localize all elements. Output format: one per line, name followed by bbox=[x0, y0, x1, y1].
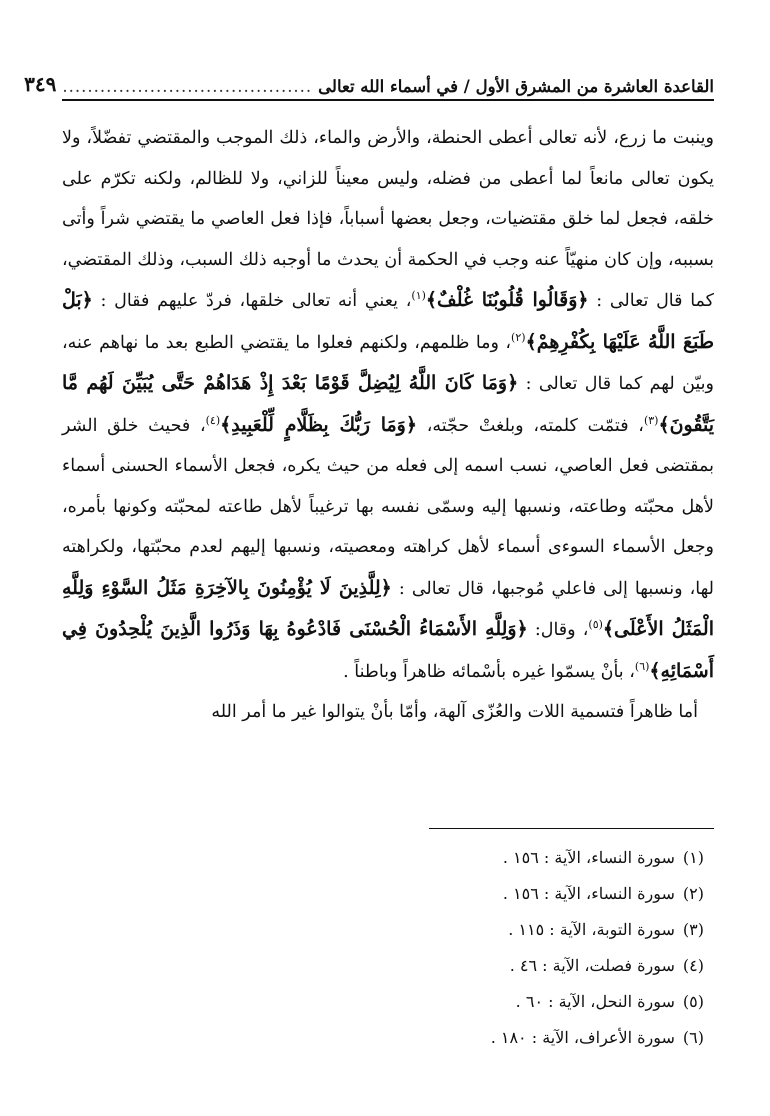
footnote-text: سورة النساء، الآية : ١٥٦ . bbox=[502, 884, 675, 903]
text-run: ، يعني أنه تعالى خلقها، فردّ عليهم فقال : bbox=[92, 291, 412, 311]
quran-verse: ﴿وَلِلَّهِ الأَسْمَاءُ الْحُسْنَى فَادْعُوهُ بِهَا وَذَرُوا الَّذِينَ يُلْحِدُونَ فِي أَسْمَائِهِ﴾ bbox=[62, 618, 714, 682]
footnote-text: سورة النحل، الآية : ٦٠ . bbox=[515, 992, 675, 1011]
footnote-ref: (٤) bbox=[205, 413, 221, 427]
footnote-item bbox=[491, 948, 704, 984]
page-number: ٣٤٩ bbox=[24, 72, 57, 96]
text-run: ، فتمّت كلمته، وبلغتْ حجّته، bbox=[417, 415, 644, 436]
leader-dots: ........................................ bbox=[62, 77, 313, 96]
running-title: القاعدة العاشرة من المشرق الأول / في أسماء الله تعالى bbox=[318, 77, 714, 96]
footnotes bbox=[491, 840, 704, 1056]
quran-verse: ﴿بَلْ طَبَعَ اللَّهُ عَلَيْهَا بِكُفْرِهِمْ﴾ bbox=[62, 289, 715, 353]
footnote-item bbox=[491, 912, 704, 948]
footnote-number: (٣) bbox=[682, 920, 704, 939]
quran-verse: ﴿وَقَالُوا قُلُوبُنَا غُلْفٌ﴾ bbox=[425, 289, 589, 311]
quran-verse: ﴿وَمَا كَانَ اللَّهُ لِيُضِلَّ قَوْمًا بَعْدَ إِذْ هَدَاهُمْ حَتَّى يُبَيِّنَ لَهُم مَّا يَتَّقُونَ﴾ bbox=[62, 372, 714, 436]
footnote-text: سورة فصلت، الآية : ٤٦ . bbox=[509, 956, 675, 975]
header-divider bbox=[62, 99, 714, 101]
text-run: ، وقال: bbox=[527, 620, 589, 640]
text-run: ، بأنْ يسمّوا غيره بأسْمائه ظاهراً وباطناً . bbox=[343, 661, 635, 682]
paragraph-2: أما ظاهراً فتسمية اللات والعُزّى آلهة، وأمّا بأنْ يتوالوا غير ما أمر الله bbox=[211, 702, 698, 722]
footnote-number: (٦) bbox=[682, 1028, 704, 1047]
footnote-number: (٢) bbox=[682, 884, 704, 903]
footnote-text: سورة النساء، الآية : ١٥٦ . bbox=[502, 848, 675, 867]
footnote-ref: (٣) bbox=[643, 413, 659, 427]
footnote-divider bbox=[429, 828, 714, 829]
text-run: ، وما ظلمهم، ولكنهم فعلوا ما يقتضي الطبع بعد ما نهاهم عنه، وبيّن لهم كما قال تعالى : bbox=[62, 332, 714, 394]
text-run: ، فحيث خلق الشر بمقتضى فعل العاصي، نسب اسمه إلى فعله من حيث يكره، فجعل الأسماء الحسنى أسماء لأهل محبّته وطاعته، ونسبها إليه وسمّى نفسه بها ترغيباً لأهل طاعته لمحبّته وكونها بأمره، وجعل الأسماء السوءى أسماء لأهل كراهته ومعصيته، ونسبها إليهم لعدم محبّتها، ولكراهته لها، ونسبها إلى فاعلي مُوجبها، قال تعالى : bbox=[62, 415, 714, 599]
page-header bbox=[24, 62, 714, 96]
footnote-ref: (٢) bbox=[511, 330, 526, 344]
footnote-text: سورة الأعراف، الآية : ١٨٠ . bbox=[490, 1028, 675, 1047]
paragraph-1 bbox=[62, 118, 714, 692]
footnote-ref: (١) bbox=[411, 289, 426, 303]
footnote-text: سورة التوبة، الآية : ١١٥ . bbox=[508, 920, 675, 939]
footnote-ref: (٥) bbox=[588, 618, 603, 632]
main-text bbox=[62, 118, 714, 733]
footnote-item bbox=[491, 984, 704, 1020]
footnote-item bbox=[491, 840, 704, 876]
footnote-item bbox=[491, 876, 704, 912]
footnote-number: (٥) bbox=[682, 992, 704, 1011]
footnote-number: (١) bbox=[682, 848, 704, 867]
quran-verse: ﴿وَمَا رَبُّكَ بِظَلَّامٍ لِّلْعَبِيدِ﴾ bbox=[220, 413, 417, 436]
text-run: وينبت ما زرع، لأنه تعالى أعطى الحنطة، والأرض والماء، ذلك الموجب والمقتضي تفضّلاً، ولا يكون تعالى مانعاً لما أعطى من فضله، وليس معيناً للزاني، ولا للظالم، ولكنه تكرّم على خلقه، فجعل لما خلق مقتضيات، وجعل بعضها أسباباً، فإذا فعل العاصي ما يقتضي شراً وأتى بسببه، وإن كان منهيّاً عنه وجب في الحكمة أن يحدث ما أوجبه ذلك السبب، وذلك المقتضي، كما قال تعالى : bbox=[62, 128, 714, 311]
footnote-ref: (٦) bbox=[634, 659, 650, 673]
quran-verse: ﴿لِلَّذِينَ لَا يُؤْمِنُونَ بِالآخِرَةِ مَثَلُ السَّوْءِ وَلِلَّهِ الْمَثَلُ الأَعْلَى﴾ bbox=[62, 576, 714, 640]
footnote-number: (٤) bbox=[682, 956, 704, 975]
footnote-item bbox=[491, 1020, 704, 1056]
